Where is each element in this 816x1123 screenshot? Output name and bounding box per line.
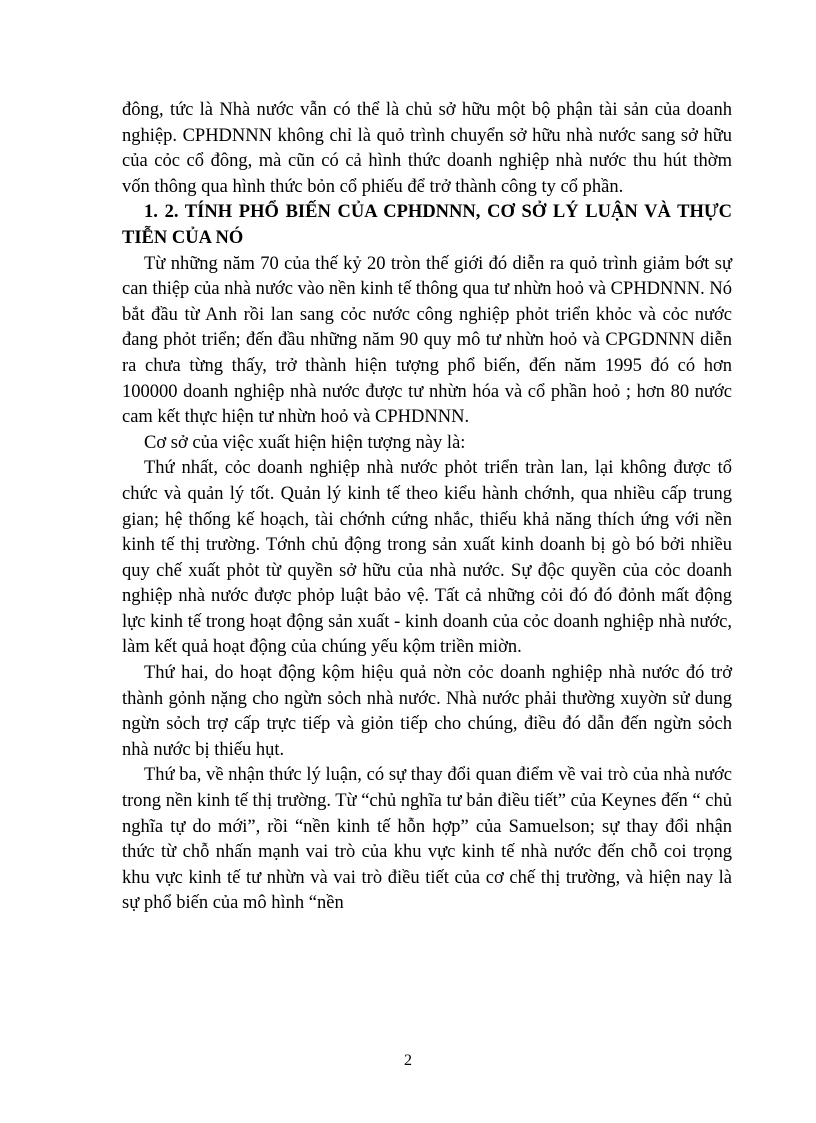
paragraph-continuation: đông, tức là Nhà nước vẫn có thể là chủ sở hữu một bộ phận tài sản của doanh nghiệp. CPHDNNN không chỉ là quỏ trình chuyển sở hữu nhà nước sang sở hữu của cỏc cổ đông, mà cũn có cả hình thức doanh nghiệp nhà nước thu hút thờm vốn thông qua hình thức bỏn cổ phiếu để trở thành công ty cổ phần. <box>122 100 732 197</box>
paragraph-first-reason: Thứ nhất, cỏc doanh nghiệp nhà nước phỏt triển tràn lan, lại không được tổ chức và quản lý tốt. Quản lý kinh tế theo kiểu hành chớnh, qua nhiều cấp trung gian; hệ thống kế hoạch, tài chớnh cứng nhắc, thiếu khả năng thích ứng với nền kinh tế thị trường. Tớnh chủ động trong sản xuất kinh doanh bị gò bó bởi nhiều quy chế xuất phỏt từ quyền sở hữu của nhà nước. Sự độc quyền của cỏc doanh nghiệp nhà nước được phỏp luật bảo vệ. Tất cả những cỏi đó đó đỏnh mất động lực kinh tế trong hoạt động sản xuất - kinh doanh của cỏc doanh nghiệp nhà nước, làm kết quả hoạt động của chúng yếu kộm triền miờn. <box>122 458 732 658</box>
paragraph-second-reason: Thứ hai, do hoạt động kộm hiệu quả nờn cỏc doanh nghiệp nhà nước đó trở thành gỏnh nặng cho ngừn sỏch nhà nước. Nhà nước phải thường xuyờn sử dung ngừn sỏch trợ cấp trực tiếp và giỏn tiếp cho chúng, điều đó dẫn đến ngừn sỏch nhà nước bị thiếu hụt. <box>122 663 732 760</box>
paragraph-third-reason: Thứ ba, về nhận thức lý luận, có sự thay đổi quan điểm về vai trò của nhà nước trong nền kinh tế thị trường. Từ “chủ nghĩa tư bản điều tiết” của Keynes đến “ chủ nghĩa tự do mới”, rồi “nền kinh tế hỗn hợp” của Samuelson; sự thay đổi nhận thức từ chỗ nhấn mạnh vai trò của khu vực kinh tế nhà nước đến chỗ coi trọng khu vực kinh tế tư nhừn và vai trò điều tiết của cơ chế thị trường, và hiện nay là sự phổ biến của mô hình “nền <box>122 765 732 914</box>
page-number: 2 <box>404 1052 412 1069</box>
paragraph-history: Từ những năm 70 của thế kỷ 20 tròn thế giới đó diễn ra quỏ trình giảm bớt sự can thiệp của nhà nước vào nền kinh tế thông qua tư nhừn hoỏ và CPHDNNN. Nó bắt đầu từ Anh rồi lan sang cỏc nước công nghiệp phỏt triển khỏc và cỏc nước đang phỏt triển; đến đầu những năm 90 quy mô tư nhừn hoỏ và CPGDNNN diễn ra chưa từng thấy, trở thành hiện tượng phổ biến, đến năm 1995 đó có hơn 100000 doanh nghiệp nhà nước được tư nhừn hóa và cổ phần hoỏ ; hơn 80 nước cam kết thực hiện tư nhừn hoỏ và CPHDNNN. <box>122 253 732 428</box>
section-heading: 1. 2. TÍNH PHỔ BIẾN CỦA CPHDNNN, CƠ SỞ LÝ LUẬN VÀ THỰC TIỄN CỦA NÓ <box>122 202 732 248</box>
paragraph-basis-intro: Cơ sở của việc xuất hiện hiện tượng này là: <box>144 432 466 453</box>
document-body <box>122 98 732 917</box>
